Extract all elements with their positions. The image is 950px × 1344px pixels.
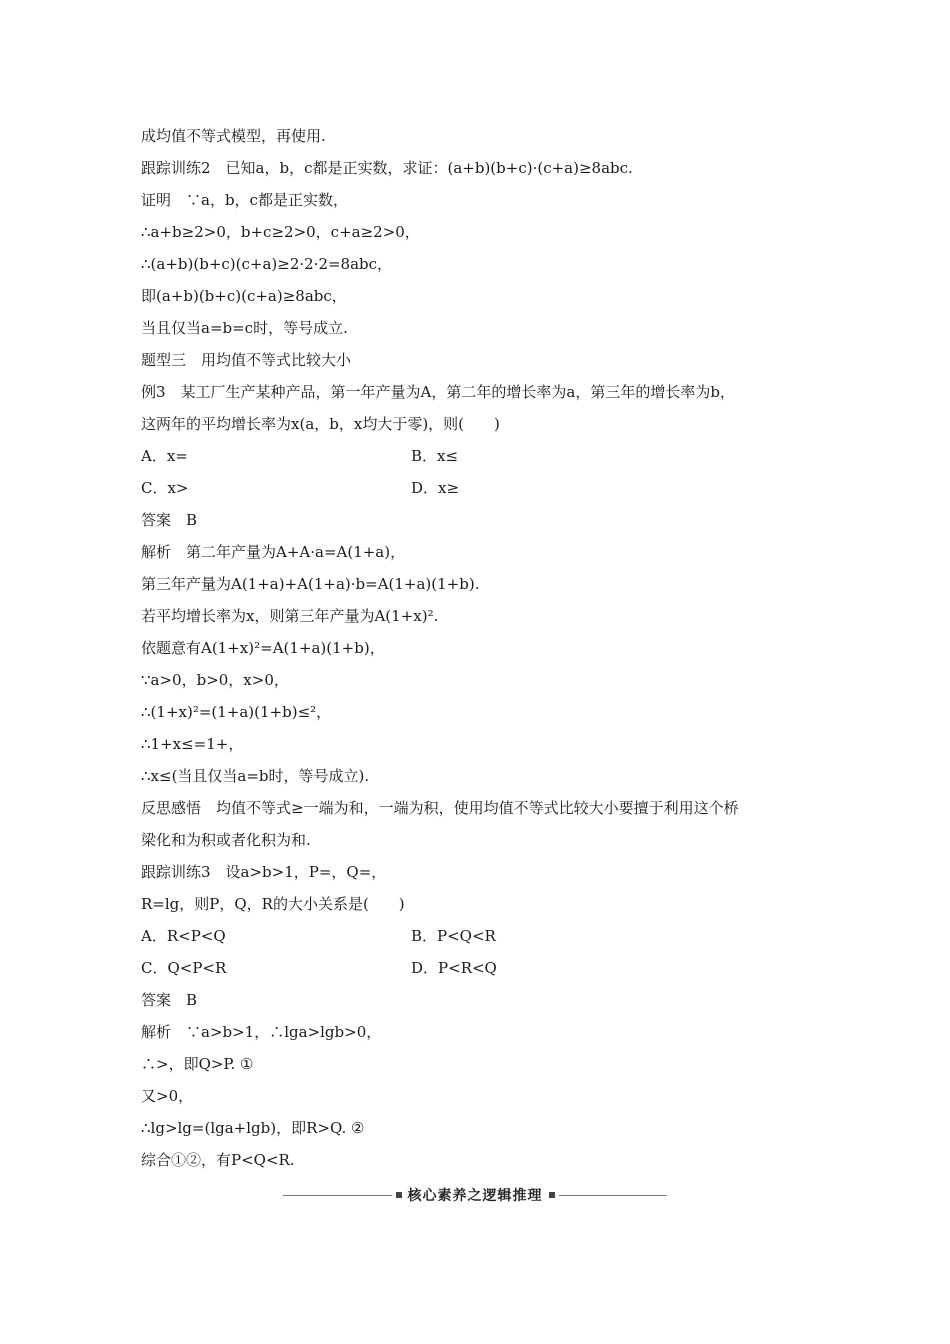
solution-line: ∴1+x≤=1+， — [141, 735, 244, 753]
answer-line: 答案 B — [141, 991, 198, 1009]
reflection-line: 反思感悟 均值不等式≥一端为和，一端为积，使用均值不等式比较大小要擅于利用这个桥 — [141, 799, 739, 817]
square-bullet-icon — [396, 1192, 402, 1198]
answer-line: 答案 B — [141, 511, 198, 529]
solution-line: 综合①②，有P<Q<R. — [141, 1151, 295, 1169]
solution-line: ∴>，即Q>P. ① — [141, 1055, 254, 1073]
banner-title: 核心素养之逻辑推理 — [407, 1188, 543, 1204]
section-heading: 题型三 用均值不等式比较大小 — [141, 351, 352, 369]
text-line: 成均值不等式模型，再使用. — [141, 127, 326, 145]
proof-line: 证明 ∵a，b，c都是正实数， — [141, 191, 348, 209]
solution-line: ∴(1+x)²=(1+a)(1+b)≤²， — [141, 703, 332, 721]
banner-rule-left — [283, 1195, 392, 1196]
proof-line: 即(a+b)(b+c)(c+a)≥8abc， — [141, 287, 347, 305]
proof-line: ∴a+b≥2>0，b+c≥2>0，c+a≥2>0， — [141, 223, 420, 241]
reflection-line: 梁化和为积或者化积为和. — [141, 831, 311, 849]
solution-line: 解析 ∵a>b>1，∴lga>lgb>0， — [141, 1023, 382, 1041]
square-bullet-icon — [549, 1192, 555, 1198]
solution-line: 又>0， — [141, 1087, 194, 1105]
option-c: C．x> — [141, 479, 189, 497]
exercise-2-statement: 跟踪训练2 已知a，b，c都是正实数，求证：(a+b)(b+c)·(c+a)≥8abc. — [141, 159, 633, 177]
banner-rule-right — [559, 1195, 668, 1196]
solution-line: ∴x≤(当且仅当a=b时，等号成立). — [141, 767, 370, 785]
option-a: A．x= — [141, 447, 188, 465]
solution-line: 第三年产量为A(1+a)+A(1+a)·b=A(1+a)(1+b). — [141, 575, 480, 593]
option-d: D．P<R<Q — [411, 959, 497, 977]
exercise-3-statement: R=lg，则P，Q，R的大小关系是( ) — [141, 895, 405, 913]
example-3-statement: 例3 某工厂生产某种产品，第一年产量为A，第二年的增长率为a，第三年的增长率为b， — [141, 383, 735, 401]
solution-line: ∵a>0，b>0，x>0， — [141, 671, 289, 689]
exercise-3-statement: 跟踪训练3 设a>b>1，P=，Q=， — [141, 863, 387, 881]
proof-line: 当且仅当a=b=c时，等号成立. — [141, 319, 348, 337]
option-b: B．P<Q<R — [411, 927, 496, 945]
solution-line: ∴lg>lg=(lga+lgb)，即R>Q. ② — [141, 1119, 365, 1137]
option-d: D．x≥ — [411, 479, 460, 497]
solution-line: 依题意有A(1+x)²=A(1+a)(1+b)， — [141, 639, 385, 657]
solution-line: 解析 第二年产量为A+A·a=A(1+a)， — [141, 543, 406, 561]
proof-line: ∴(a+b)(b+c)(c+a)≥2·2·2=8abc， — [141, 255, 393, 273]
option-a: A．R<P<Q — [141, 927, 226, 945]
section-banner — [283, 1184, 667, 1206]
option-c: C．Q<P<R — [141, 959, 227, 977]
option-b: B．x≤ — [411, 447, 459, 465]
solution-line: 若平均增长率为x，则第三年产量为A(1+x)². — [141, 607, 439, 625]
example-3-statement: 这两年的平均增长率为x(a，b，x均大于零)，则( ) — [141, 415, 500, 433]
